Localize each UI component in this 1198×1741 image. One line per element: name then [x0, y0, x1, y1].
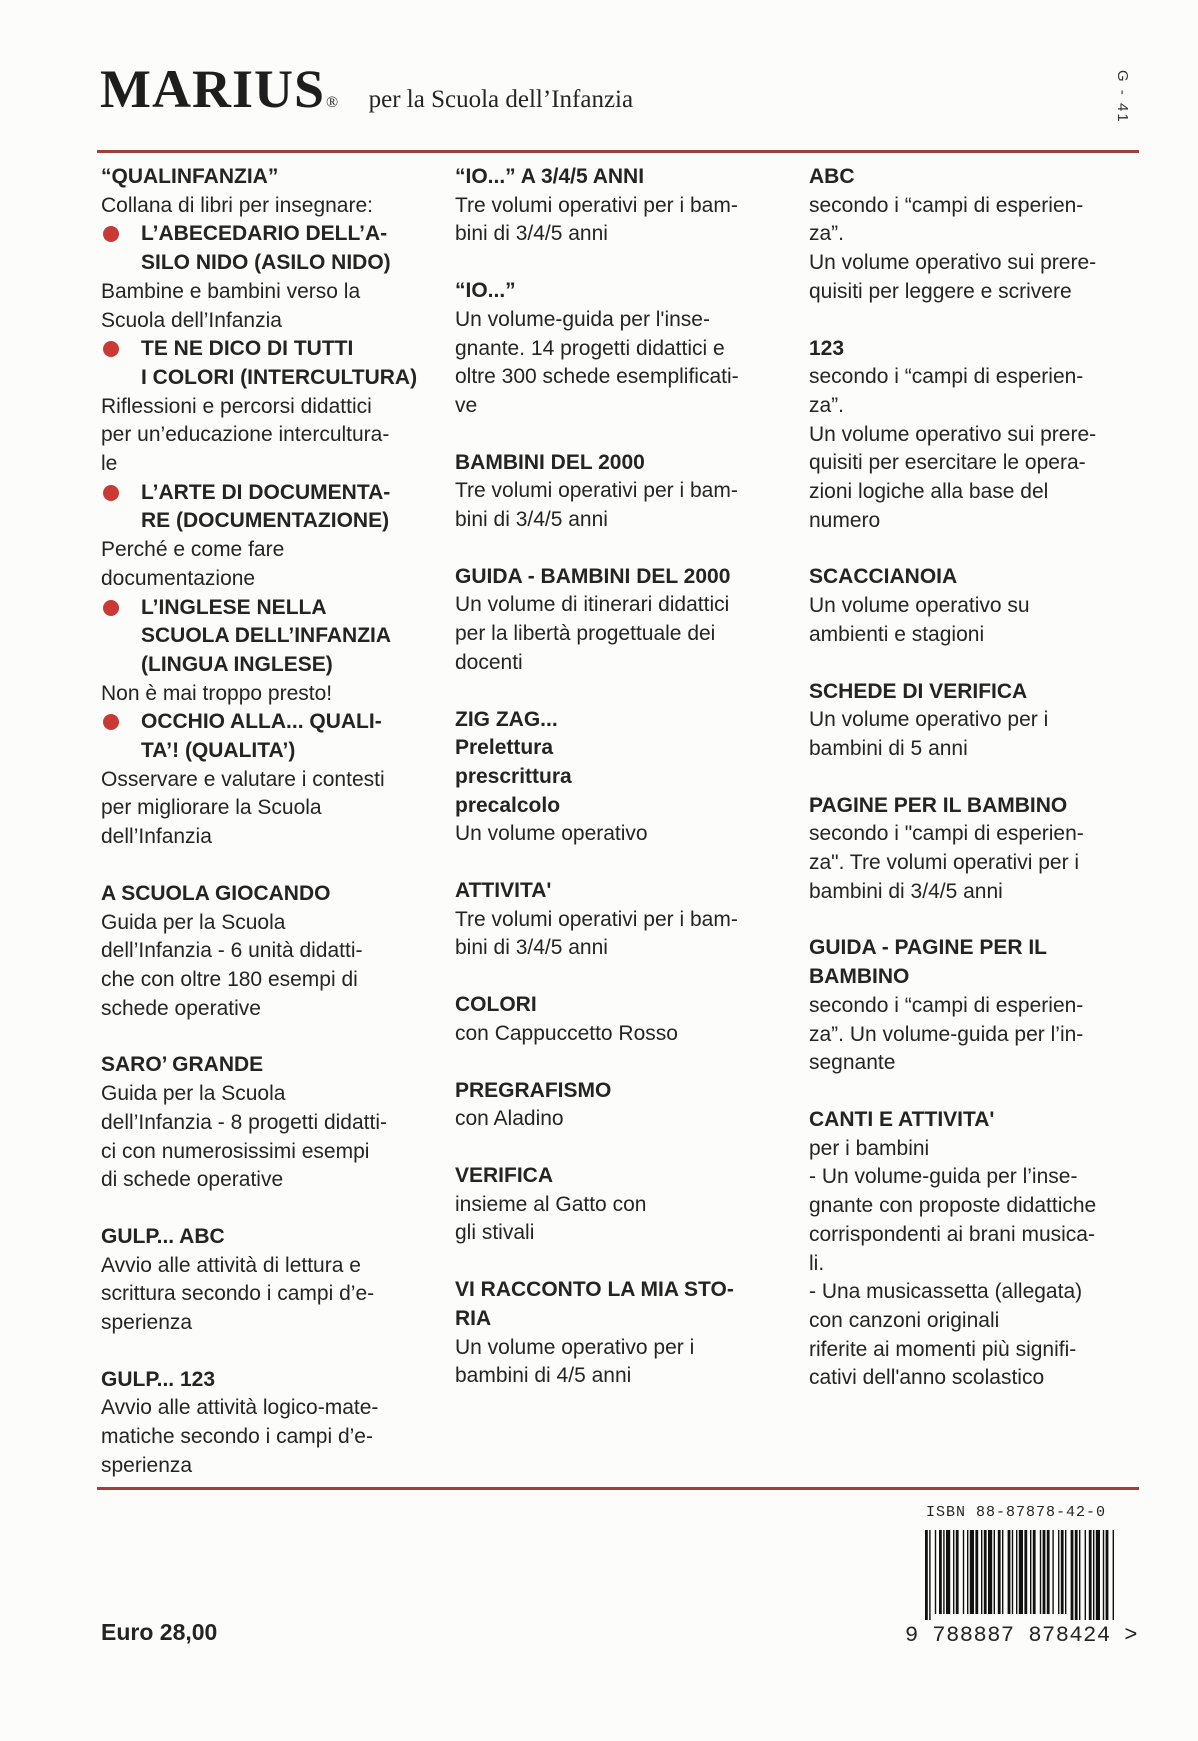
- entry-title-line: VI RACCONTO LA MIA STO-: [455, 1278, 734, 1302]
- entry-description: [455, 591, 785, 677]
- entry-description-line: Tre volumi operativi per i bam-: [455, 907, 738, 931]
- entry-title-line: TA’! (QUALITA’): [141, 739, 296, 763]
- entry-description-line: sperienza: [101, 1311, 193, 1335]
- entry-description-line: za". Tre volumi operativi per i: [809, 851, 1080, 875]
- entry-description-line: ve: [455, 393, 478, 417]
- entry-title: [101, 479, 441, 536]
- catalog-entry: [101, 1366, 441, 1481]
- barcode-bar: [1075, 1530, 1078, 1620]
- barcode-bar: [1008, 1530, 1011, 1614]
- barcode-bar: [994, 1530, 995, 1614]
- entry-description-line: Un volume operativo: [455, 822, 648, 846]
- barcode-bar: [1096, 1530, 1100, 1620]
- entry-description: [101, 766, 441, 852]
- entry-description-line: Collana di libri per insegnare:: [101, 193, 373, 217]
- entry-title-line: VERIFICA: [455, 1163, 554, 1187]
- entry-description-line: secondo i “campi di esperien-: [809, 193, 1084, 217]
- barcode-bar: [1113, 1530, 1114, 1620]
- entry-description: [809, 706, 1139, 763]
- catalog-entry: [101, 1223, 441, 1338]
- entry-title: [809, 934, 1139, 991]
- catalog-entry: [455, 563, 785, 678]
- entry-description: [455, 906, 785, 963]
- barcode-bar: [1016, 1530, 1017, 1614]
- entry-title-line: L’ARTE DI DOCUMENTA-: [141, 480, 391, 504]
- entry-title: [455, 877, 785, 906]
- catalog-column-2: [455, 163, 785, 1419]
- entry-description: [455, 1105, 785, 1134]
- entry-description-line: secondo i "campi di esperien-: [809, 822, 1084, 846]
- entry-description-line: Guida per la Scuola: [101, 1082, 286, 1106]
- entry-description-line: zioni logiche alla base del: [809, 480, 1049, 504]
- entry-title: [101, 335, 441, 392]
- barcode-bar: [1024, 1530, 1027, 1614]
- entry-title-line: Prelettura: [455, 736, 554, 760]
- entry-title: [455, 449, 785, 478]
- entry-title-line: SILO NIDO (ASILO NIDO): [141, 251, 391, 275]
- barcode-bar: [1061, 1530, 1064, 1614]
- catalog-entry: [809, 792, 1139, 907]
- entry-description: [455, 1334, 785, 1391]
- entry-description-line: ci con numerosissimi esempi: [101, 1139, 370, 1163]
- entry-title-line: CANTI E ATTIVITA': [809, 1107, 995, 1131]
- entry-title-line: prescrittura: [455, 764, 572, 788]
- page-header: [100, 58, 633, 118]
- barcode-bar: [1033, 1530, 1036, 1614]
- entry-description-line: Un volume operativo per i: [455, 1335, 695, 1359]
- entry-description-line: per la libertà progettuale dei: [455, 622, 716, 646]
- entry-title-line: L’ABECEDARIO DELL’A-: [141, 222, 388, 246]
- entry-title-line: L’INGLESE NELLA: [141, 595, 327, 619]
- barcode-bar: [929, 1530, 930, 1620]
- entry-description-line: documentazione: [101, 566, 256, 590]
- entry-description-line: Riflessioni e percorsi didattici: [101, 394, 372, 418]
- entry-description-line: bambini di 4/5 anni: [455, 1364, 632, 1388]
- entry-description: [101, 909, 441, 1024]
- entry-description: [809, 592, 1139, 649]
- entry-title-line: GUIDA - PAGINE PER IL: [809, 936, 1048, 960]
- brand-logo: MARIUS: [100, 59, 326, 119]
- entry-description-line: gli stivali: [455, 1221, 535, 1245]
- catalog-entry: [101, 880, 441, 1024]
- price-label: Euro 28,00: [101, 1619, 218, 1645]
- barcode-bar: [963, 1530, 964, 1614]
- catalog-entry: [809, 678, 1139, 764]
- entry-description-line: Avvio alle attività logico-mate-: [101, 1396, 379, 1420]
- entry-title-line: GULP... 123: [101, 1367, 216, 1391]
- entry-description-line: Tre volumi operativi per i bam-: [455, 479, 738, 503]
- top-divider: [97, 150, 1139, 153]
- entry-description-line: bini di 3/4/5 anni: [455, 222, 608, 246]
- entry-description-line: bambini di 3/4/5 anni: [809, 879, 1003, 903]
- entry-description: [101, 1080, 441, 1195]
- entry-title-line: BAMBINO: [809, 965, 910, 989]
- barcode-bar: [935, 1530, 936, 1614]
- entry-title: [101, 220, 441, 277]
- catalog-entry: [455, 706, 785, 850]
- barcode-bar: [1012, 1530, 1013, 1614]
- entry-title: [809, 563, 1139, 592]
- entry-description-line: Avvio alle attività di lettura e: [101, 1253, 361, 1277]
- entry-title-line: SARO’ GRANDE: [101, 1053, 264, 1077]
- entry-description-line: Un volume operativo per i: [809, 708, 1049, 732]
- entry-description: [455, 477, 785, 534]
- entry-description: [101, 536, 441, 593]
- barcode-bar: [1065, 1530, 1066, 1614]
- entry-description-line: per i bambini: [809, 1136, 930, 1160]
- entry-title-line: “IO...” A 3/4/5 ANNI: [455, 165, 645, 188]
- barcode-bar: [953, 1530, 954, 1614]
- entry-description-line: quisiti per leggere e scrivere: [809, 279, 1072, 303]
- bullet-icon: [103, 226, 119, 242]
- entry-title-line: GULP... ABC: [101, 1224, 225, 1248]
- catalog-entry: [455, 1162, 785, 1248]
- barcode-bar: [1103, 1530, 1104, 1620]
- entry-title: [809, 1106, 1139, 1135]
- entry-title-line: “IO...”: [455, 279, 516, 303]
- entry-description: [455, 820, 785, 849]
- barcode-number: 9 788887 878424 >: [905, 1623, 1138, 1648]
- entry-title-line: ATTIVITA': [455, 879, 552, 903]
- entry-description-line: le: [101, 452, 118, 476]
- entry-title-line: OCCHIO ALLA... QUALI-: [141, 710, 382, 734]
- entry-description: [809, 1135, 1139, 1393]
- entry-title-line: GUIDA - BAMBINI DEL 2000: [455, 564, 731, 588]
- bullet-icon: [103, 600, 119, 616]
- entry-description-line: bini di 3/4/5 anni: [455, 936, 608, 960]
- entry-title-line: ABC: [809, 165, 855, 188]
- catalog-entry: [455, 991, 785, 1048]
- entry-description-line: Un volume di itinerari didattici: [455, 593, 730, 617]
- entry-title: [455, 991, 785, 1020]
- entry-description-line: Scuola dell’Infanzia: [101, 308, 282, 332]
- barcode-bar: [1019, 1530, 1023, 1614]
- entry-title-line: ZIG ZAG...: [455, 707, 558, 731]
- entry-description-line: schede operative: [101, 996, 261, 1020]
- entry-description-line: Non è mai troppo presto!: [101, 681, 333, 705]
- bullet-icon: [103, 341, 119, 357]
- registered-mark: ®: [326, 94, 339, 111]
- entry-description-line: Perché e come fare: [101, 538, 285, 562]
- barcode-bar: [1085, 1530, 1086, 1620]
- catalog-entry: [455, 449, 785, 535]
- entry-description-line: dell’Infanzia: [101, 825, 212, 849]
- entry-description-line: bini di 3/4/5 anni: [455, 508, 608, 532]
- entry-description-line: Un volume operativo su: [809, 594, 1030, 618]
- entry-title-line: SCUOLA DELL’INFANZIA: [141, 624, 392, 648]
- entry-description-line: Guida per la Scuola: [101, 910, 286, 934]
- entry-description-line: za”. Un volume-guida per l’in-: [809, 1022, 1084, 1046]
- entry-title: [101, 594, 441, 680]
- entry-description-line: numero: [809, 508, 881, 532]
- entry-title-line: precalcolo: [455, 793, 561, 817]
- entry-description-line: secondo i “campi di esperien-: [809, 993, 1084, 1017]
- entry-description-line: riferite ai momenti più signifi-: [809, 1337, 1077, 1361]
- barcode-bar: [1002, 1530, 1003, 1614]
- entry-description-line: di schede operative: [101, 1168, 284, 1192]
- catalog-entry: [101, 220, 441, 335]
- entry-title: [101, 1223, 441, 1252]
- entry-title-line: PREGRAFISMO: [455, 1078, 612, 1102]
- barcode-bar: [956, 1530, 959, 1614]
- barcode-bar: [1071, 1530, 1074, 1620]
- catalog-entry: [101, 708, 441, 852]
- entry-description: [809, 992, 1139, 1078]
- barcode-bar: [981, 1530, 982, 1614]
- entry-description-line: bambini di 5 anni: [809, 736, 968, 760]
- entry-description: [101, 278, 441, 335]
- entry-title: [809, 792, 1139, 821]
- entry-description-line: gnante. 14 progetti didattici e: [455, 336, 725, 360]
- entry-title: [101, 1051, 441, 1080]
- barcode-bar: [1106, 1530, 1109, 1620]
- entry-description-line: sperienza: [101, 1453, 193, 1477]
- catalog-entry: [809, 934, 1139, 1078]
- catalog-entry: [101, 479, 441, 594]
- entry-title: [455, 1077, 785, 1106]
- isbn-label: ISBN 88-87878-42-0: [926, 1504, 1107, 1521]
- entry-title-line: SCHEDE DI VERIFICA: [809, 679, 1028, 703]
- entry-description-line: Tre volumi operativi per i bam-: [455, 193, 738, 217]
- barcode-bar: [975, 1530, 978, 1614]
- entry-description-line: ambienti e stagioni: [809, 622, 985, 646]
- barcode-bar: [970, 1530, 974, 1614]
- catalog-entry: [101, 1051, 441, 1195]
- entry-description-line: cativi dell'anno scolastico: [809, 1366, 1045, 1390]
- catalog-entry: [455, 1077, 785, 1134]
- barcode-bar: [1079, 1530, 1080, 1620]
- entry-description: [455, 1020, 785, 1049]
- entry-title-line: I COLORI (INTERCULTURA): [141, 365, 418, 389]
- entry-description: [101, 393, 441, 479]
- entry-title-line: “QUALINFANZIA”: [101, 165, 279, 188]
- entry-description-line: docenti: [455, 650, 523, 674]
- barcode-bar: [998, 1530, 1001, 1614]
- barcode-bar: [984, 1530, 987, 1614]
- barcode-bar: [1030, 1530, 1031, 1614]
- entry-description: [101, 1394, 441, 1480]
- entry-description-line: oltre 300 schede esemplificati-: [455, 365, 739, 389]
- entry-description: [101, 192, 441, 221]
- barcode-bar: [925, 1530, 928, 1620]
- entry-title-line: RE (DOCUMENTAZIONE): [141, 509, 390, 533]
- entry-title-line: SCACCIANOIA: [809, 565, 958, 589]
- catalog-entry: [809, 335, 1139, 536]
- entry-title: [455, 1162, 785, 1191]
- catalog-entry: [101, 163, 441, 220]
- series-subtitle: per la Scuola dell’Infanzia: [368, 86, 634, 113]
- entry-description: [809, 820, 1139, 906]
- entry-title: [809, 163, 1139, 192]
- entry-description-line: corrispondenti ai brani musica-: [809, 1222, 1095, 1246]
- bullet-icon: [103, 485, 119, 501]
- entry-title-line: A SCUOLA GIOCANDO: [101, 881, 331, 905]
- entry-title: [455, 1276, 785, 1333]
- entry-title-line: BAMBINI DEL 2000: [455, 450, 645, 474]
- barcode-bar: [943, 1530, 944, 1614]
- catalog-entry: [455, 1276, 785, 1391]
- barcode-icon: [923, 1530, 1117, 1620]
- entry-title: [455, 706, 785, 821]
- entry-title-line: COLORI: [455, 993, 537, 1017]
- entry-title: [809, 678, 1139, 707]
- entry-description-line: dell’Infanzia - 8 progetti didatti-: [101, 1110, 387, 1134]
- entry-title: [809, 335, 1139, 364]
- catalog-entry: [455, 277, 785, 421]
- barcode-bar: [967, 1530, 968, 1614]
- bullet-icon: [103, 714, 119, 730]
- entry-title: [455, 563, 785, 592]
- entry-description-line: za”.: [809, 222, 845, 246]
- entry-title: [101, 880, 441, 909]
- entry-description: [809, 192, 1139, 307]
- entry-description: [101, 680, 441, 709]
- bottom-divider: [97, 1487, 1139, 1490]
- entry-description-line: za”.: [809, 393, 845, 417]
- entry-title-line: (LINGUA INGLESE): [141, 652, 333, 676]
- entry-description-line: li.: [809, 1251, 825, 1275]
- barcode-bar: [1093, 1530, 1094, 1620]
- entry-title: [101, 163, 441, 192]
- catalog-column-1: [101, 163, 441, 1509]
- catalog-column-3: [809, 163, 1139, 1421]
- barcode-bar: [1052, 1530, 1053, 1614]
- entry-description-line: segnante: [809, 1051, 896, 1075]
- barcode-bar: [946, 1530, 950, 1614]
- entry-description-line: Osservare e valutare i contesti: [101, 767, 385, 791]
- entry-title-line: RIA: [455, 1306, 492, 1330]
- entry-description-line: Un volume-guida per l'inse-: [455, 307, 710, 331]
- entry-description-line: gnante con proposte didattiche: [809, 1194, 1097, 1218]
- catalog-entry: [809, 563, 1139, 649]
- barcode-bar: [1089, 1530, 1092, 1620]
- entry-description: [101, 1252, 441, 1338]
- entry-title: [455, 163, 785, 192]
- barcode-bar: [1040, 1530, 1041, 1614]
- entry-description-line: scrittura secondo i campi d’e-: [101, 1282, 375, 1306]
- catalog-entry: [455, 163, 785, 249]
- entry-title-line: PAGINE PER IL BAMBINO: [809, 793, 1068, 817]
- entry-description: [455, 306, 785, 421]
- catalog-code: G - 41: [1114, 70, 1131, 124]
- barcode-bar: [1047, 1530, 1050, 1614]
- entry-description-line: con Aladino: [455, 1107, 564, 1131]
- entry-description-line: insieme al Gatto con: [455, 1192, 647, 1216]
- entry-description-line: matiche secondo i campi d’e-: [101, 1425, 373, 1449]
- entry-description-line: per migliorare la Scuola: [101, 796, 322, 820]
- barcode-bar: [988, 1530, 992, 1614]
- entry-description: [455, 1191, 785, 1248]
- entry-description-line: secondo i “campi di esperien-: [809, 365, 1084, 389]
- entry-title: [101, 1366, 441, 1395]
- entry-description-line: - Una musicassetta (allegata): [809, 1280, 1083, 1304]
- entry-description-line: che con oltre 180 esempi di: [101, 967, 358, 991]
- entry-description: [455, 192, 785, 249]
- entry-description-line: Un volume operativo sui prere-: [809, 422, 1097, 446]
- entry-description-line: Bambine e bambini verso la: [101, 279, 361, 303]
- catalog-entry: [455, 877, 785, 963]
- entry-description-line: con Cappuccetto Rosso: [455, 1021, 678, 1045]
- catalog-entry: [809, 1106, 1139, 1393]
- barcode-bar: [1043, 1530, 1046, 1614]
- entry-description-line: dell’Infanzia - 6 unità didatti-: [101, 939, 363, 963]
- barcode-bar: [939, 1530, 942, 1614]
- catalog-entry: [101, 594, 441, 709]
- entry-title-line: 123: [809, 336, 845, 360]
- barcode-bar: [1058, 1530, 1059, 1614]
- entry-description-line: quisiti per esercitare le opera-: [809, 451, 1086, 475]
- entry-description-line: Un volume operativo sui prere-: [809, 251, 1097, 275]
- entry-description-line: per un’educazione intercultura-: [101, 423, 390, 447]
- entry-description-line: con canzoni originali: [809, 1308, 1000, 1332]
- entry-description-line: - Un volume-guida per l’inse-: [809, 1165, 1078, 1189]
- catalog-entry: [101, 335, 441, 479]
- entry-title: [455, 277, 785, 306]
- entry-title-line: TE NE DICO DI TUTTI: [141, 337, 354, 361]
- catalog-entry: [809, 163, 1139, 307]
- entry-description: [809, 363, 1139, 535]
- entry-title: [101, 708, 441, 765]
